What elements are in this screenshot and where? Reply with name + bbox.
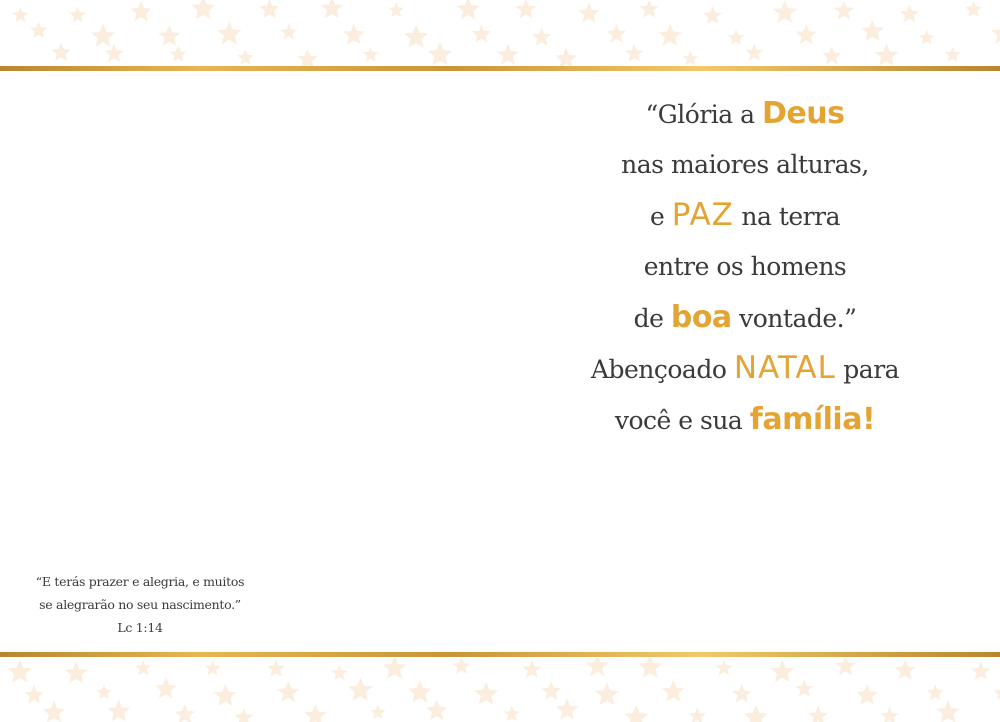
- star-icon-pattern: [0, 0, 1000, 66]
- star-icon-pattern: [0, 658, 1000, 722]
- star-icon: [856, 684, 878, 705]
- star-icon: [796, 680, 814, 697]
- verse-line-1: “E terás prazer e alegria, e muitos: [35, 574, 245, 589]
- star-icon: [13, 7, 29, 22]
- star-icon: [516, 0, 536, 18]
- star-icon: [732, 684, 751, 702]
- star-icon: [532, 28, 551, 46]
- star-icon: [522, 660, 541, 678]
- star-icon: [689, 707, 706, 722]
- message-text: nas maiores alturas,: [621, 150, 869, 179]
- star-icon: [408, 680, 432, 703]
- message-line-6: [560, 343, 930, 394]
- star-icon: [595, 682, 619, 705]
- star-icon: [107, 700, 130, 722]
- star-icon: [994, 685, 1000, 700]
- star-icon: [65, 661, 88, 683]
- message-line-5: [560, 292, 930, 343]
- message-text: vontade.”: [731, 304, 857, 333]
- star-icon: [277, 681, 299, 702]
- star-icon: [625, 44, 643, 61]
- star-icon: [370, 705, 385, 720]
- star-icon: [504, 706, 520, 722]
- star-icon: [822, 47, 841, 65]
- star-pattern-bottom: [0, 658, 1000, 722]
- star-icon: [578, 3, 599, 23]
- star-icon: [927, 684, 944, 700]
- star-icon: [880, 707, 898, 722]
- star-icon: [170, 46, 187, 62]
- star-icon: [217, 21, 242, 44]
- star-icon: [716, 660, 732, 676]
- star-icon: [773, 0, 797, 23]
- star-icon: [638, 658, 662, 678]
- verse-line-2: se alegrarão no seu nascimento.”: [39, 597, 241, 612]
- star-icon: [728, 29, 744, 44]
- star-icon: [321, 0, 343, 18]
- star-icon: [745, 44, 763, 61]
- star-icon: [343, 24, 365, 45]
- star-icon: [363, 47, 379, 62]
- star-icon: [383, 658, 407, 679]
- star-icon: [131, 1, 152, 21]
- star-icon: [260, 0, 280, 18]
- star-icon: [331, 665, 347, 680]
- message-text: e: [650, 202, 672, 231]
- star-icon: [875, 44, 898, 66]
- message-text: você e sua: [614, 406, 750, 435]
- star-icon: [744, 705, 768, 722]
- star-icon: [497, 44, 519, 65]
- star-icon: [937, 700, 960, 722]
- star-icon: [428, 42, 452, 65]
- star-icon: [237, 50, 253, 65]
- star-icon: [158, 25, 180, 46]
- star-icon: [155, 678, 177, 699]
- star-pattern-top: [0, 0, 1000, 66]
- star-icon: [834, 1, 854, 20]
- star-icon: [835, 658, 856, 675]
- message-text: para: [835, 355, 900, 384]
- bible-verse: [20, 570, 260, 639]
- star-icon: [541, 681, 561, 700]
- highlight-boa: boa: [670, 300, 732, 335]
- star-icon: [175, 704, 195, 722]
- star-icon: [96, 684, 112, 699]
- star-icon: [900, 4, 919, 22]
- verse-reference: Lc 1:14: [117, 620, 163, 635]
- star-icon: [658, 24, 681, 46]
- star-icon: [971, 662, 990, 680]
- star-icon: [91, 24, 115, 47]
- message-line-2: [560, 139, 930, 190]
- message-text: “Glória a: [645, 100, 762, 129]
- star-icon: [267, 660, 285, 677]
- star-icon: [991, 22, 1000, 44]
- star-icon: [457, 0, 480, 19]
- star-icon: [389, 2, 405, 17]
- star-icon: [640, 0, 659, 18]
- star-icon: [214, 684, 237, 706]
- star-icon: [24, 685, 43, 703]
- star-icon: [472, 24, 491, 42]
- star-icon: [861, 20, 884, 42]
- star-icon: [796, 24, 817, 44]
- star-icon: [662, 680, 685, 702]
- message-line-7: [560, 394, 930, 445]
- star-icon: [234, 708, 253, 722]
- star-icon: [453, 658, 470, 674]
- star-icon: [607, 24, 626, 42]
- star-icon: [280, 24, 297, 40]
- star-icon: [919, 30, 935, 45]
- star-icon: [69, 7, 86, 23]
- star-icon: [586, 658, 609, 676]
- highlight-natal: NATAL: [733, 350, 836, 386]
- star-icon: [304, 704, 326, 722]
- star-icon: [965, 1, 982, 17]
- star-icon: [30, 22, 47, 38]
- message-line-4: [560, 241, 930, 292]
- star-icon: [8, 660, 32, 683]
- star-icon: [104, 44, 123, 63]
- star-icon: [624, 705, 648, 722]
- message-text: de: [633, 304, 671, 333]
- gold-divider-top: [0, 66, 1000, 71]
- highlight-paz: PAZ: [671, 197, 734, 233]
- highlight-deus: Deus: [761, 96, 845, 131]
- highlight-familia: família!: [749, 402, 876, 437]
- message-text: entre os homens: [643, 252, 847, 281]
- message-text: na terra: [733, 202, 840, 231]
- star-icon: [135, 660, 151, 675]
- star-icon: [703, 6, 722, 24]
- star-icon: [945, 47, 961, 62]
- star-icon: [297, 49, 318, 66]
- star-icon: [348, 678, 373, 701]
- message-text: Abençoado: [590, 355, 734, 384]
- star-icon: [43, 701, 66, 722]
- christmas-message: [560, 88, 930, 445]
- star-icon: [895, 660, 916, 680]
- star-icon: [555, 48, 577, 66]
- star-icon: [191, 0, 215, 19]
- star-icon: [556, 698, 578, 719]
- message-line-1: [560, 88, 930, 139]
- star-icon: [51, 43, 70, 62]
- star-icon: [683, 51, 699, 66]
- star-icon: [771, 660, 795, 682]
- star-icon: [474, 682, 498, 705]
- gold-divider-bottom: [0, 652, 1000, 657]
- star-icon: [808, 706, 828, 722]
- star-icon: [205, 660, 221, 675]
- message-line-3: [560, 190, 930, 241]
- star-icon: [426, 700, 448, 721]
- star-icon: [404, 25, 428, 48]
